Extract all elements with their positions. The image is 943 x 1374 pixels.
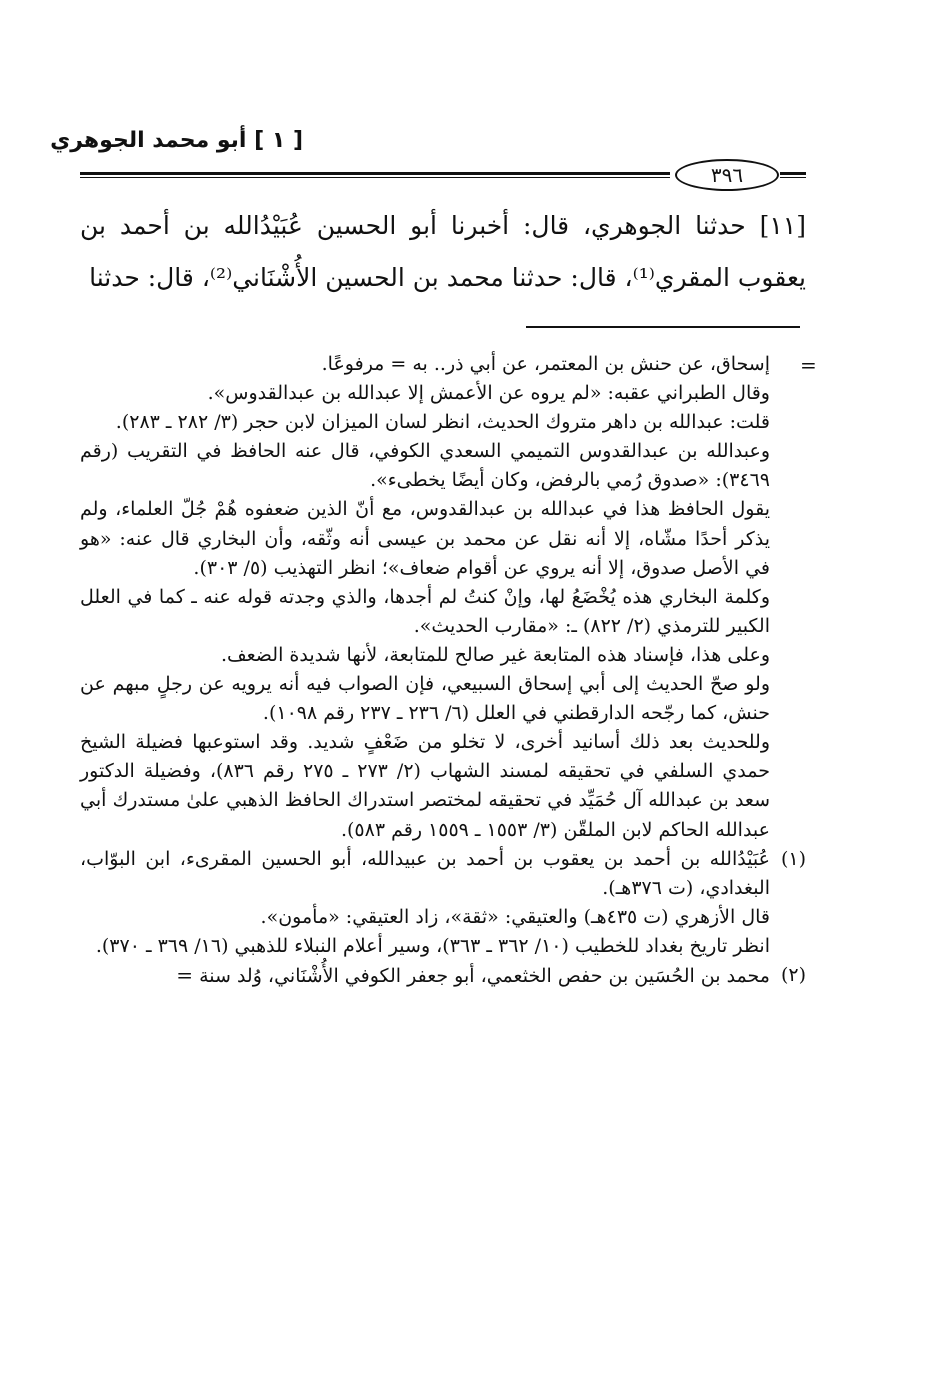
- footnote-line: وعبدالله بن عبدالقدوس التميمي السعدي الكوفي، قال عنه الحافظ في التقريب (رقم ٣٤٦٩): «صدوق رُمي بالرفض، وكان أيضًا يخطىء».: [80, 440, 770, 492]
- footnotes: [80, 350, 806, 991]
- footnote-line: يقول الحافظ هذا في عبدالله بن عبدالقدوس، مع أنّ الذين ضعفوه هُمْ جُلّ العلماء، ولم يذكر أحدًا مشّاه، إلا أنه نقل عن محمد بن عيسى أنه وثّقه، وأن البخاري قال عنه: «هو في الأصل صدوق، إلا أنه يروي عن أقوام ضعاف»؛ انظر التهذيب (٥/ ٣٠٣).: [80, 498, 770, 579]
- continuation-mark: =: [176, 962, 194, 987]
- footnote-line: انظر تاريخ بغداد للخطيب (١٠/ ٣٦٢ ـ ٣٦٣)، وسير أعلام النبلاء للذهبي (١٦/ ٣٦٩ ـ ٣٧٠).: [95, 934, 770, 957]
- continuation-mark: =: [800, 353, 817, 377]
- footnote-line: قلت: عبدالله بن داهر متروك الحديث، انظر لسان الميزان لابن حجر (٣/ ٢٨٢ ـ ٢٨٣).: [115, 411, 770, 434]
- footnote-line: وللحديث بعد ذلك أسانيد أخرى، لا تخلو من ضَعْفٍ شديد. وقد استوعبها فضيلة الشيخ حمدي السلفي في تحقيقه لمسند الشهاب (٢/ ٢٧٣ ـ ٢٧٥ رقم ٨٣٦)، وفضيلة الدكتور سعد بن عبدالله آل حُمَيِّد في تحقيقه لمختصر استدراك الحافظ الذهبي علىٰ مستدرك أبي عبدالله الحاكم لابن الملقّن (٣/ ١٥٥٣ ـ ١٥٥٩ رقم ٥٨٣).: [80, 731, 770, 841]
- footnote-line: قال الأزهري (ت ٤٣٥هـ) والعتيقي: «ثقة»، زاد العتيقي: «مأمون».: [260, 905, 770, 928]
- running-title: [ ١ ] أبو محمد الجوهري: [50, 128, 303, 153]
- footnote-2: [80, 961, 806, 991]
- footnote-line: وكلمة البخاري هذه يُخْضَعُ لها، وإنْ كنتُ لم أجدها، والذي وجدته قوله عنه ـ كما في العلل الكبير للترمذي (٢/ ٨٢٢) ـ: «مقارب الحديث».: [80, 585, 770, 637]
- footnote-text: عُبَيْدُالله بن أحمد بن يعقوب بن أحمد بن عبيدالله، أبو الحسين المقرىء، ابن البوّاب، البغدادي، (ت ٣٧٦هـ).: [80, 847, 770, 899]
- footnote-text: محمد بن الحُسَين بن حفص الخثعمي، أبو جعفر الكوفي الأُشْنَاني، وُلد سنة: [199, 964, 770, 987]
- footnote-number: (٢): [780, 963, 806, 986]
- main-paragraph: [١١] حدثنا الجوهري، قال: أخبرنا أبو الحسين عُبَيْدُالله بن أحمد بن يعقوب المقري⁽¹⁾، قال: حدثنا محمد بن الحسين الأُشْنَاني⁽²⁾، قال: حدثنا: [80, 211, 806, 292]
- main-text: [80, 200, 806, 304]
- footnote-number: (١): [780, 847, 806, 870]
- footnote-line: وقال الطبراني عقبه: «لم يروه عن الأعمش إلا عبدالله بن عبدالقدوس».: [207, 382, 770, 405]
- header-rule: [80, 172, 670, 178]
- footnote-line: وعلى هذا، فإسناد هذه المتابعة غير صالح للمتابعة، لأنها شديدة الضعف.: [220, 643, 770, 666]
- page-number: ٣٩٦: [675, 159, 779, 191]
- footnote-line: ولو صحّ الحديث إلى أبي إسحاق السبيعي، فإن الصواب فيه أنه يرويه عن رجلٍ مبهم عن حنش، كما رجّحه الدارقطني في العلل (٦/ ٢٣٦ ـ ٢٣٧ رقم ١٠٩٨).: [80, 673, 770, 725]
- footnote-line: إسحاق، عن حنش بن المعتمر، عن أبي ذر.. به = مرفوعًا.: [321, 353, 770, 375]
- footnote-separator: [526, 326, 800, 328]
- footnote-1: [80, 845, 806, 903]
- header-rule-right: [780, 172, 806, 178]
